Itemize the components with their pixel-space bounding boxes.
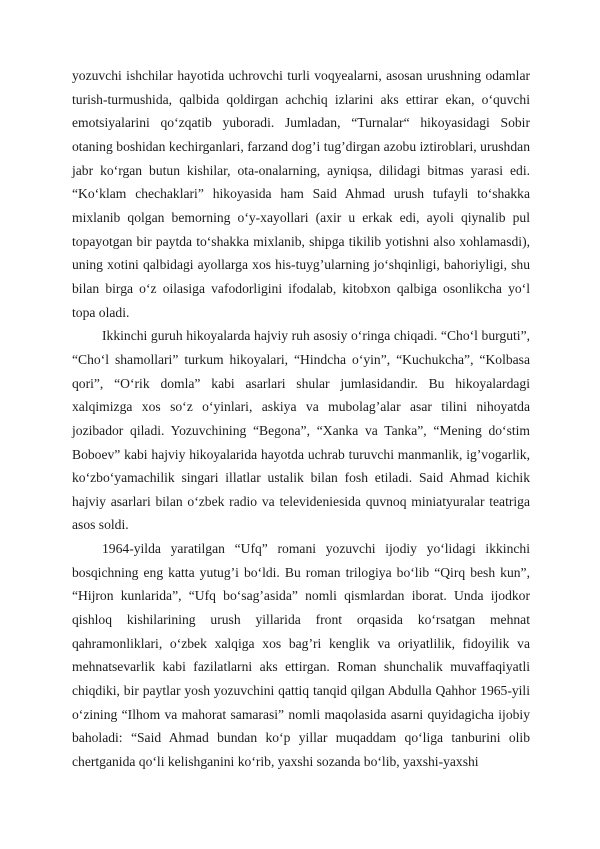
document-page: [72, 64, 530, 774]
paragraph-2: Ikkinchi guruh hikoyalarda hajviy ruh asosiy o‘ringa chiqadi. “Cho‘l burguti”, “Cho‘l shamollari” turkum hikoyalari, “Hindcha o‘yin”, “Kuchukcha”, “Kolbasa qori”, “O‘rik domla” kabi asarlari shular jumlasidandir. Bu hikoyalardagi xalqimizga xos so‘z o‘yinlari, askiya va mubolag’alar asar tilini nihoyatda jozibador qiladi. Yozuvchining “Begona”, “Xanka va Tanka”, “Mening do‘stim Boboev” kabi hajviy hikoyalarida hayotda uchrab turuvchi manmanlik, ig’vogarlik, ko‘zbo‘yamachilik singari illatlar ustalik bilan fosh etiladi. Said Ahmad kichik hajviy asarlari bilan o‘zbek radio va televideniesida quvnoq miniatyuralar teatriga asos soldi.: [72, 328, 530, 533]
paragraph-1: yozuvchi ishchilar hayotida uchrovchi turli voqyealarni, asosan urushning odamlar turish-turmushida, qalbida qoldirgan achchiq izlarini aks ettirar ekan, o‘quvchi emotsiyalarini qo‘zqatib yuboradi. Jumladan, “Turnalar“ hikoyasidagi Sobir otaning boshidan kechirganlari, farzand dog’i tug’dirgan azobu iztiroblari, urushdan jabr ko‘rgan butun kishilar, ota-onalarning, ayniqsa, dilidagi bitmas yarasi edi. “Ko‘klam chechaklari” hikoyasida ham Said Ahmad urush tufayli to‘shakka mixlanib qolgan bemorning o‘y-xayollari (axir u erkak edi, ayoli qiynalib pul topayotgan bir paytda to‘shakka mixlanib, shipga tikilib yotishni also xohlamasdi), uning xotini qalbidagi ayollarga xos his-tuyg’ularning jo‘shqinligi, bahoriyligi, shu bilan birga o‘z oilasiga vafodorligini ifodalab, kitobxon qalbiga osonlikcha yo‘l topa oladi.: [72, 68, 530, 320]
paragraph-3: 1964-yilda yaratilgan “Ufq” romani yozuvchi ijodiy yo‘lidagi ikkinchi bosqichning eng katta yutug’i bo‘ldi. Bu roman trilogiya bo‘lib “Qirq besh kun”, “Hijron kunlarida”, “Ufq bo‘sag’asida” nomli qismlardan iborat. Unda ijodkor qishloq kishilarining urush yillarida front orqasida ko‘rsatgan mehnat qahramonliklari, o‘zbek xalqiga xos bag’ri kenglik va oriyatlilik, fidoyilik va mehnatsevarlik kabi fazilatlarni aks ettirgan. Roman shunchalik muvaffaqiyatli chiqdiki, bir paytlar yosh yozuvchini qattiq tanqid qilgan Abdulla Qahhor 1965-yili o‘zining “Ilhom va mahorat samarasi” nomli maqolasida asarni quyidagicha ijobiy baholadi: “Said Ahmad bundan ko‘p yillar muqaddam qo‘liga tanburini olib chertganida qo‘li kelishganini ko‘rib, yaxshi sozanda bo‘lib, yaxshi-yaxshi: [72, 541, 530, 770]
